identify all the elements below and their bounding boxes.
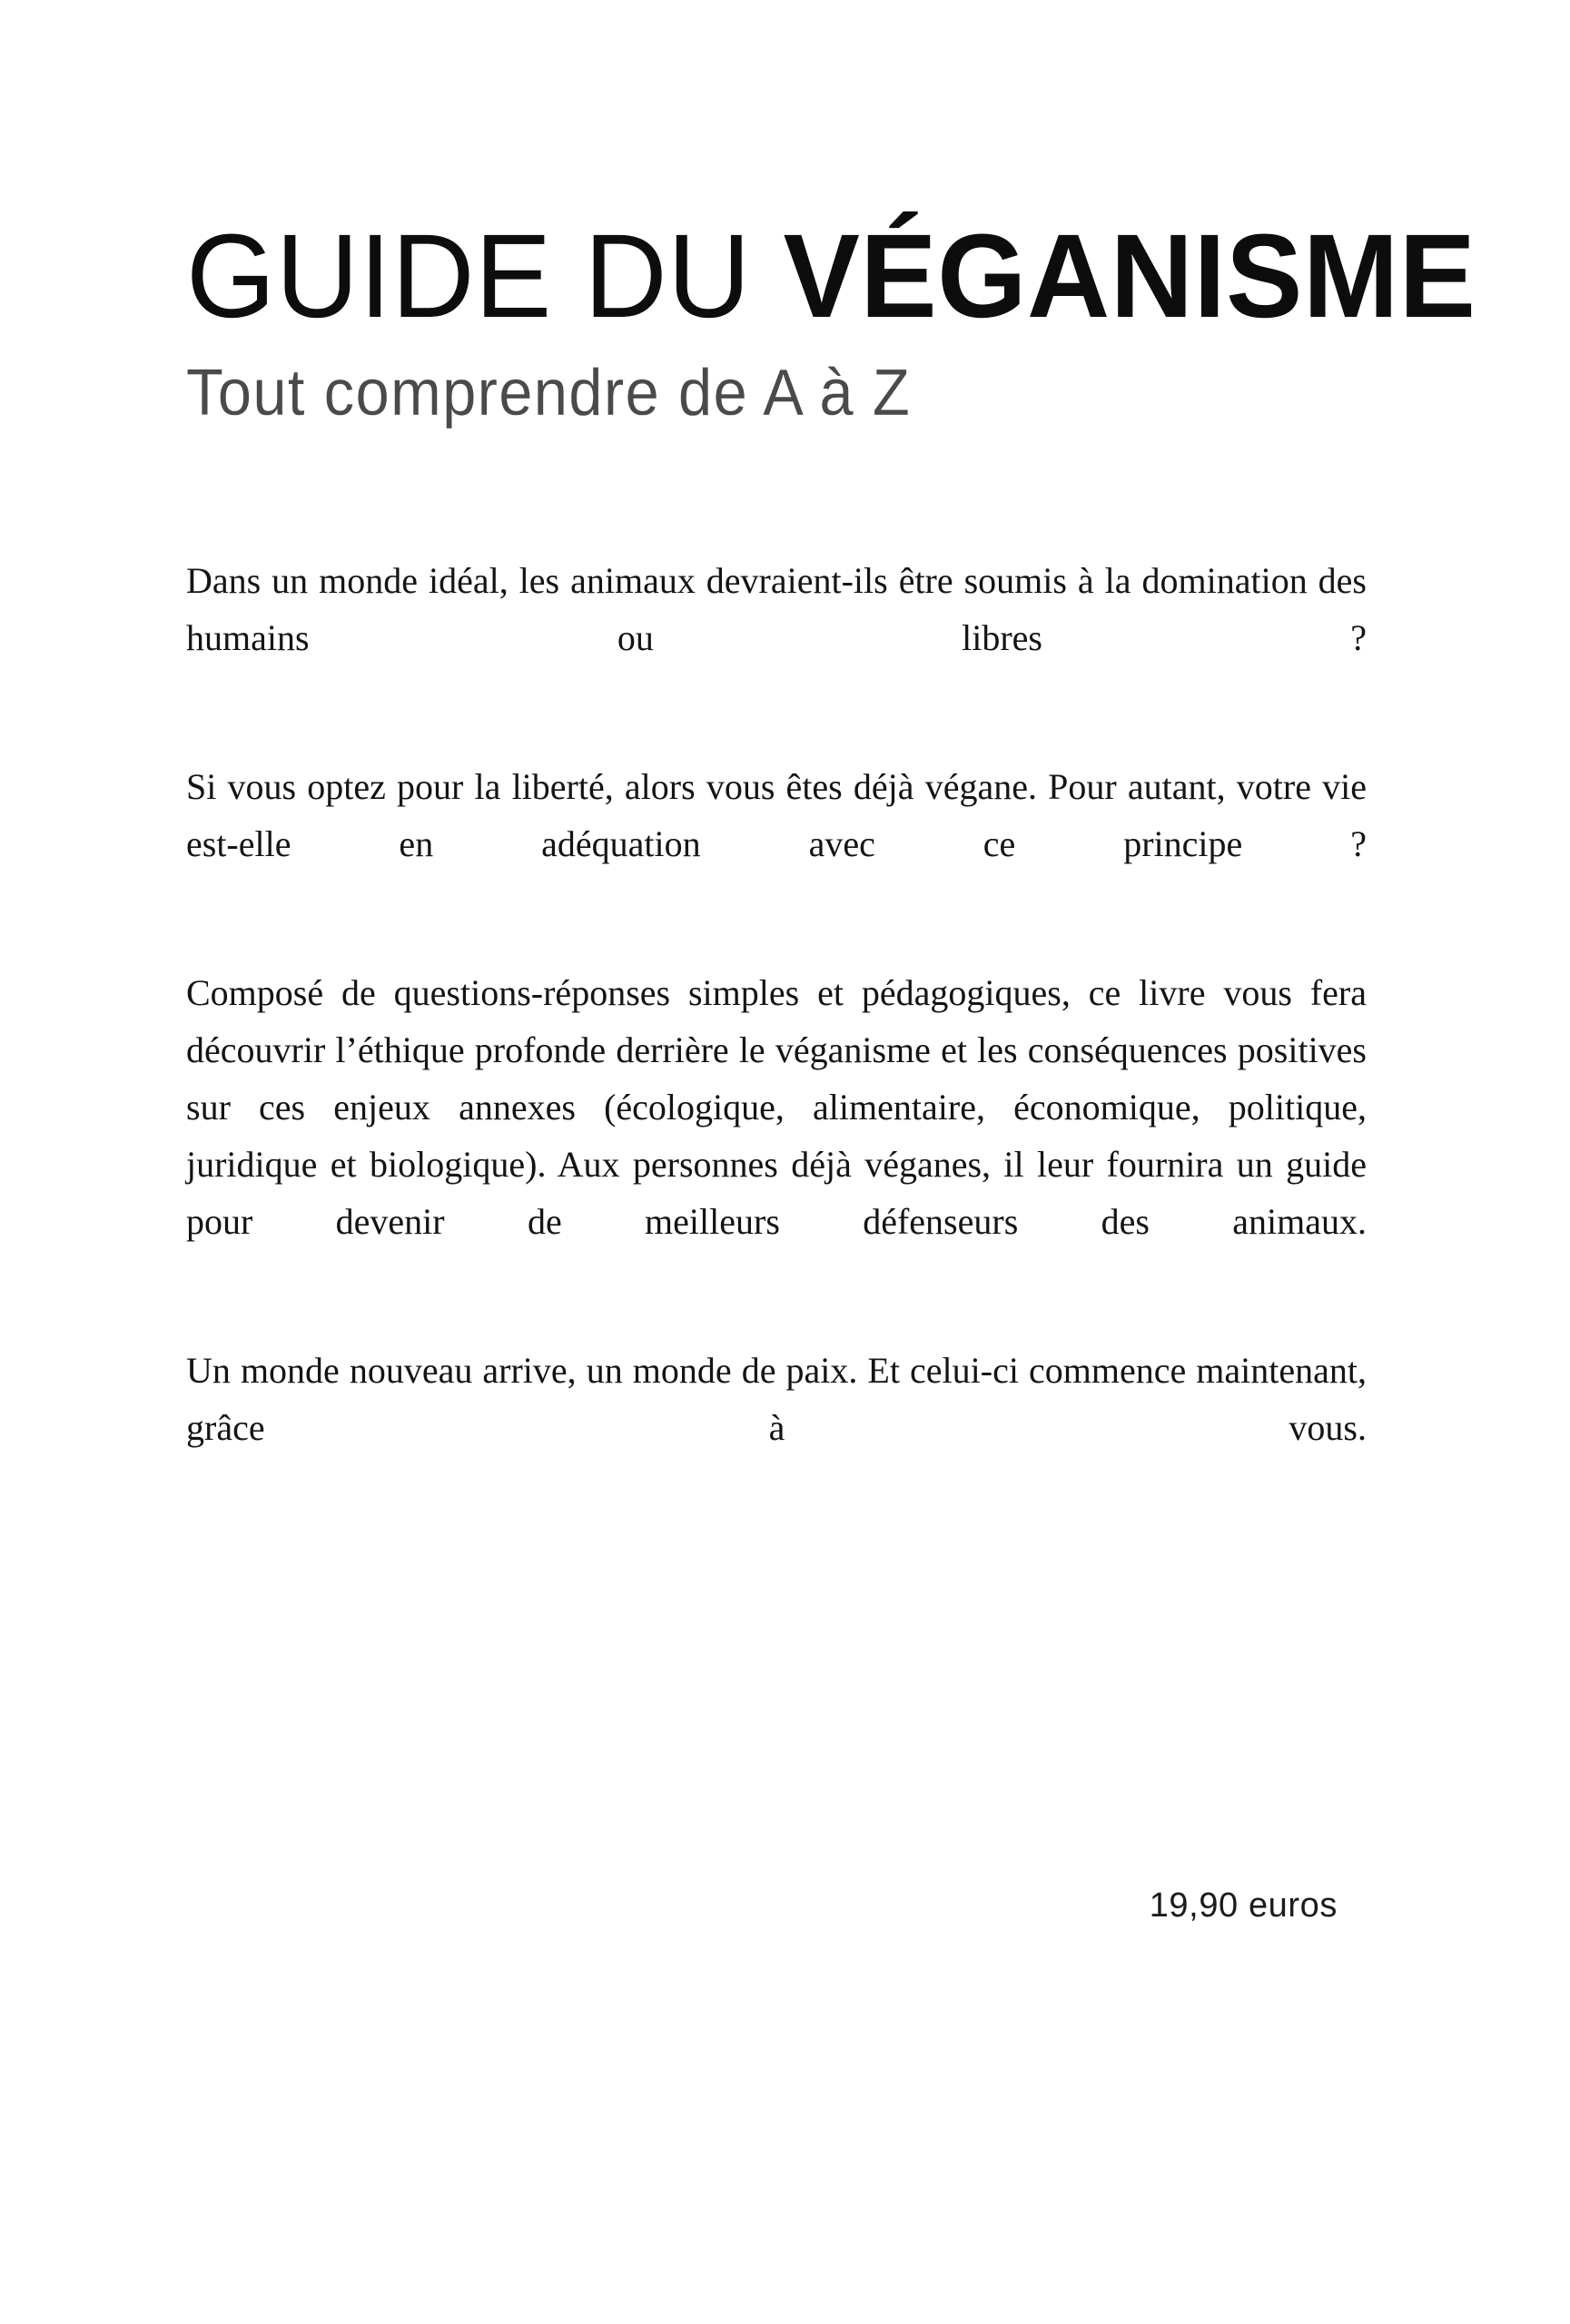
- price-label: 19,90 euros: [1149, 1886, 1338, 1925]
- title-bold-part: VÉGANISME: [783, 209, 1476, 342]
- blurb-text-block: [186, 552, 1367, 1513]
- page-subtitle: Tout comprendre de A à Z: [186, 357, 912, 429]
- blurb-paragraph: Dans un monde idéal, les animaux devraient-ils être soumis à la domination des humains ou libres ?: [186, 560, 1367, 658]
- blurb-paragraph: Composé de questions-réponses simples et pédagogiques, ce livre vous fera découvrir l’éthique profonde derrière le véganisme et les conséquences positives sur ces enjeux annexes (écologique, alimentaire, économique, politique, juridique et biologique). Aux personnes déjà véganes, il leur fournira un guide pour devenir de meilleurs défenseurs des animaux.: [186, 972, 1367, 1242]
- page-title: [186, 209, 1476, 342]
- content-column: [186, 0, 1476, 2324]
- blurb-paragraph: Un monde nouveau arrive, un monde de paix. Et celui-ci commence maintenant, grâce à vous.: [186, 1350, 1367, 1448]
- blurb-paragraph: Si vous optez pour la liberté, alors vous êtes déjà végane. Pour autant, votre vie est-elle en adéquation avec ce principe ?: [186, 766, 1367, 864]
- title-light-part: GUIDE DU: [186, 209, 784, 342]
- title-block: [186, 209, 1476, 429]
